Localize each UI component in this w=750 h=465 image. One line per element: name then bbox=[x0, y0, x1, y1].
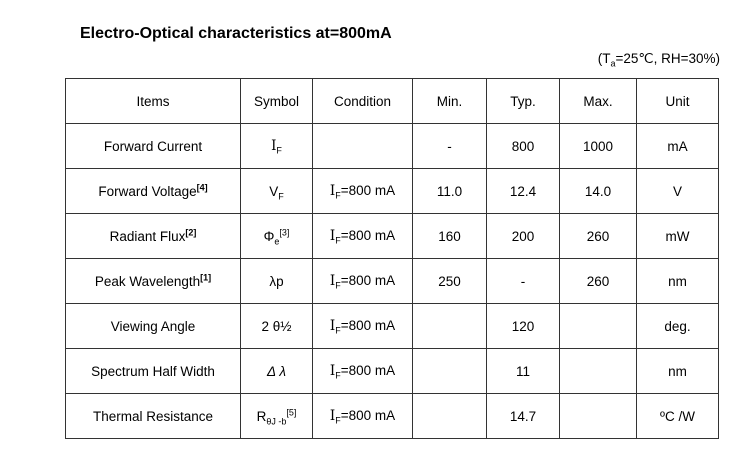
min-cell bbox=[413, 304, 487, 349]
symbol-cell bbox=[241, 394, 313, 439]
condition-subscript: F bbox=[335, 415, 341, 426]
conditions-subscript: a bbox=[610, 58, 616, 69]
condition-symbol: I bbox=[329, 408, 336, 424]
conditions-prefix: (T bbox=[597, 51, 611, 66]
symbol-cell bbox=[241, 259, 313, 304]
conditions-suffix: =25℃, RH=30%) bbox=[615, 51, 720, 66]
typ-cell: 200 bbox=[487, 214, 560, 259]
min-cell bbox=[413, 349, 487, 394]
max-cell: 14.0 bbox=[560, 169, 637, 214]
max-cell: 260 bbox=[560, 259, 637, 304]
min-cell: 160 bbox=[413, 214, 487, 259]
condition-cell bbox=[313, 214, 413, 259]
item-cell bbox=[66, 214, 241, 259]
condition-symbol: I bbox=[329, 318, 336, 334]
condition-subscript: F bbox=[335, 325, 341, 336]
symbol-footnote-ref: [3] bbox=[279, 227, 290, 237]
item-footnote-ref: [4] bbox=[196, 182, 208, 192]
condition-value: =800 mA bbox=[340, 363, 396, 378]
typ-cell: 11 bbox=[487, 349, 560, 394]
row-viewing-angle bbox=[66, 304, 719, 349]
unit-cell: V bbox=[637, 169, 719, 214]
symbol-subscript: e bbox=[274, 236, 280, 247]
max-cell: 1000 bbox=[560, 124, 637, 169]
conditions-note bbox=[598, 51, 720, 67]
condition-value: =800 mA bbox=[340, 273, 396, 288]
col-header-typ: Typ. bbox=[487, 79, 560, 124]
row-forward-voltage bbox=[66, 169, 719, 214]
max-cell: 260 bbox=[560, 214, 637, 259]
condition-cell bbox=[313, 304, 413, 349]
item-label: Radiant Flux bbox=[109, 228, 186, 244]
typ-cell: 14.7 bbox=[487, 394, 560, 439]
col-header-items: Items bbox=[66, 79, 241, 124]
item-label: Viewing Angle bbox=[110, 318, 196, 334]
min-cell bbox=[413, 394, 487, 439]
min-cell: - bbox=[413, 124, 487, 169]
col-header-symbol: Symbol bbox=[241, 79, 313, 124]
min-cell: 250 bbox=[413, 259, 487, 304]
max-cell bbox=[560, 394, 637, 439]
row-forward-current bbox=[66, 124, 719, 169]
condition-value: =800 mA bbox=[340, 318, 396, 333]
typ-cell: 120 bbox=[487, 304, 560, 349]
item-cell bbox=[66, 349, 241, 394]
page-title: Electro-Optical characteristics at=800mA bbox=[80, 25, 392, 42]
row-spectrum-half-width bbox=[66, 349, 719, 394]
max-cell bbox=[560, 349, 637, 394]
symbol-cell bbox=[241, 304, 313, 349]
unit-cell: ºC /W bbox=[637, 394, 719, 439]
symbol-subscript: F bbox=[276, 145, 282, 156]
item-cell bbox=[66, 259, 241, 304]
condition-cell bbox=[313, 124, 413, 169]
max-cell bbox=[560, 304, 637, 349]
typ-cell: 12.4 bbox=[487, 169, 560, 214]
item-cell bbox=[66, 394, 241, 439]
spec-table bbox=[65, 78, 719, 439]
condition-value: =800 mA bbox=[340, 183, 396, 198]
condition-cell bbox=[313, 259, 413, 304]
condition-value: =800 mA bbox=[340, 228, 396, 243]
row-radiant-flux bbox=[66, 214, 719, 259]
condition-cell bbox=[313, 169, 413, 214]
condition-symbol: I bbox=[329, 363, 336, 379]
typ-cell: - bbox=[487, 259, 560, 304]
symbol-base: 2 θ½ bbox=[261, 318, 292, 334]
unit-cell: nm bbox=[637, 259, 719, 304]
condition-symbol: I bbox=[329, 228, 336, 244]
symbol-base: I bbox=[271, 138, 277, 154]
item-label: Thermal Resistance bbox=[92, 408, 214, 424]
symbol-base: Φ bbox=[263, 228, 275, 244]
condition-subscript: F bbox=[335, 235, 341, 246]
condition-subscript: F bbox=[335, 190, 341, 201]
symbol-cell bbox=[241, 214, 313, 259]
item-label: Peak Wavelength bbox=[94, 273, 201, 289]
unit-cell: mA bbox=[637, 124, 719, 169]
symbol-cell bbox=[241, 124, 313, 169]
unit-cell: nm bbox=[637, 349, 719, 394]
col-header-unit: Unit bbox=[637, 79, 719, 124]
condition-cell bbox=[313, 394, 413, 439]
symbol-subscript: θJ -b bbox=[266, 416, 287, 427]
item-footnote-ref: [1] bbox=[200, 272, 212, 282]
item-cell bbox=[66, 169, 241, 214]
item-footnote-ref: [2] bbox=[185, 227, 197, 237]
symbol-subscript: F bbox=[278, 191, 284, 202]
symbol-cell bbox=[241, 169, 313, 214]
condition-symbol: I bbox=[329, 273, 336, 289]
symbol-footnote-ref: [5] bbox=[286, 407, 297, 417]
item-label: Forward Voltage bbox=[98, 183, 197, 199]
condition-subscript: F bbox=[335, 280, 341, 291]
item-cell bbox=[66, 304, 241, 349]
condition-value: =800 mA bbox=[340, 408, 396, 423]
unit-cell: deg. bbox=[637, 304, 719, 349]
col-header-max: Max. bbox=[560, 79, 637, 124]
unit-cell: mW bbox=[637, 214, 719, 259]
col-header-min: Min. bbox=[413, 79, 487, 124]
col-header-condition: Condition bbox=[313, 79, 413, 124]
header-row bbox=[66, 79, 719, 124]
condition-cell bbox=[313, 349, 413, 394]
typ-cell: 800 bbox=[487, 124, 560, 169]
symbol-cell bbox=[241, 349, 313, 394]
condition-subscript: F bbox=[335, 370, 341, 381]
row-peak-wavelength bbox=[66, 259, 719, 304]
min-cell: 11.0 bbox=[413, 169, 487, 214]
row-thermal-resistance bbox=[66, 394, 719, 439]
item-cell bbox=[66, 124, 241, 169]
symbol-base: V bbox=[269, 183, 279, 199]
symbol-base: λp bbox=[269, 273, 284, 289]
item-label: Forward Current bbox=[103, 138, 203, 154]
symbol-base: R bbox=[256, 408, 267, 424]
condition-symbol: I bbox=[329, 183, 336, 199]
symbol-base: Δ λ bbox=[267, 363, 286, 379]
item-label: Spectrum Half Width bbox=[91, 363, 215, 379]
